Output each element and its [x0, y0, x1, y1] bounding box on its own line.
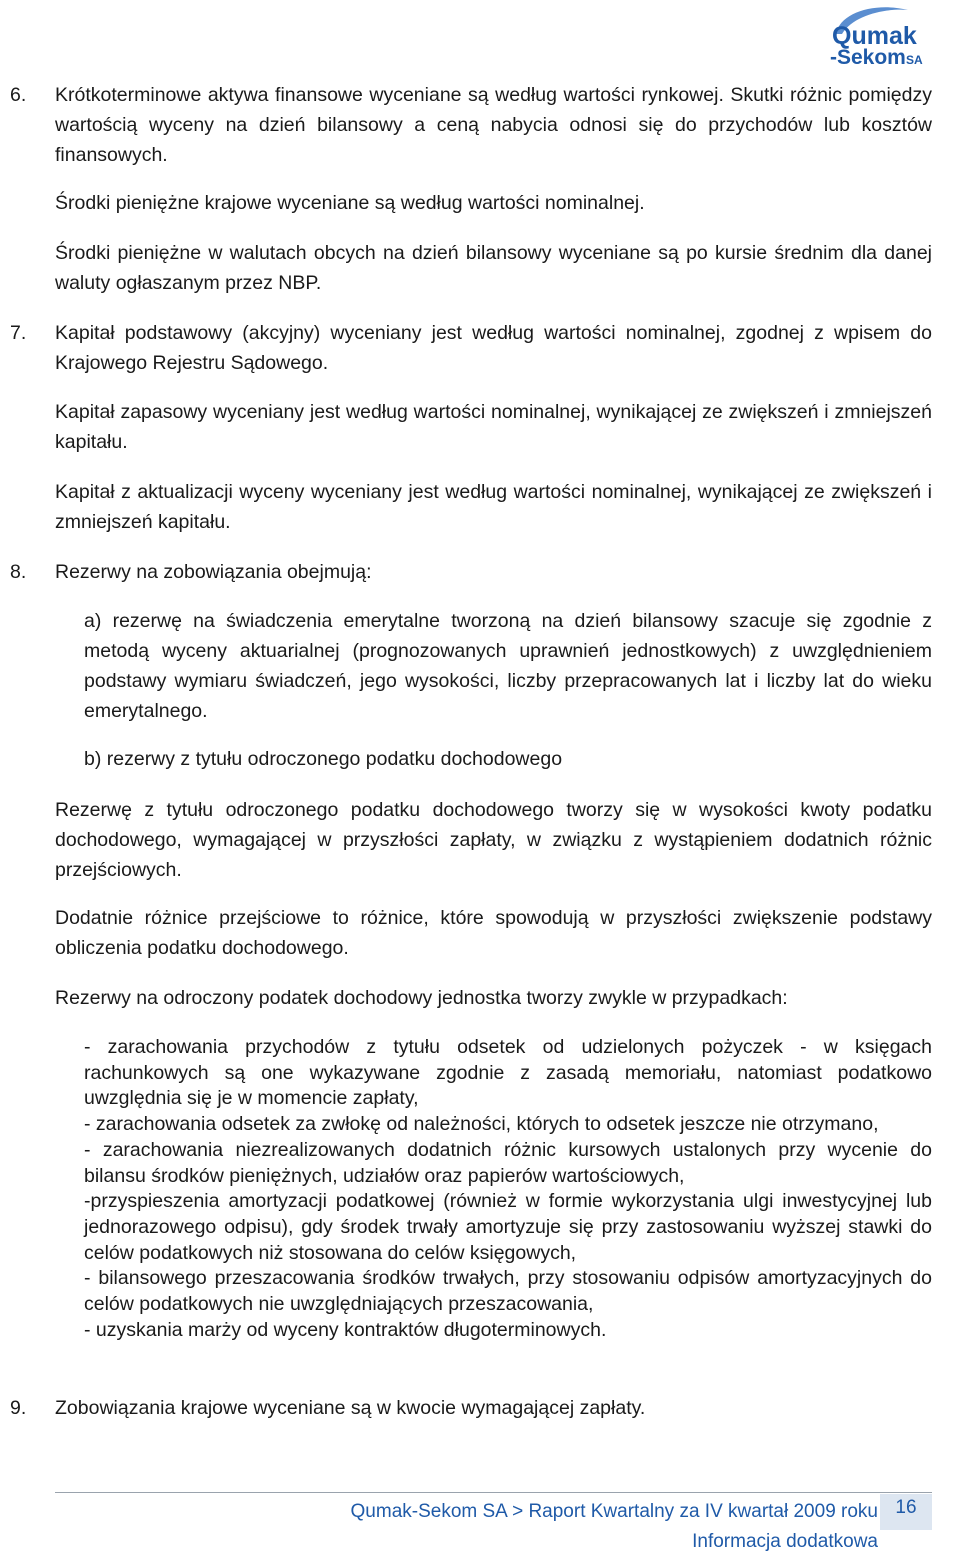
item-number-9: 9.	[10, 1397, 27, 1419]
footer-section-title: Informacja dodatkowa	[692, 1531, 878, 1552]
paragraph-reserve-capital: Kapitał zapasowy wyceniany jest według wartości nominalnej, wynikającej ze zwiększeń i zmniejszeń kapitału.	[55, 401, 932, 453]
list-item: - zarachowania niezrealizowanych dodatnich różnic kursowych ustalonych przy wycenie do bilansu środków pieniężnych, udziałów oraz papierów wartościowych,	[84, 1138, 932, 1187]
footer-text	[351, 1497, 878, 1557]
page-number: 16	[880, 1494, 932, 1530]
paragraph-temporary-differences: Dodatnie różnice przejściowe to różnice, które spowodują w przyszłości zwiększenie podstawy obliczenia podatku dochodowego.	[55, 907, 932, 959]
item-number-6: 6.	[10, 84, 27, 106]
paragraph-domestic-cash: Środki pieniężne krajowe wyceniane są według wartości nominalnej.	[55, 192, 645, 214]
cases-list	[84, 1035, 932, 1343]
paragraph-revaluation-capital: Kapitał z aktualizacji wyceny wyceniany jest według wartości nominalnej, wynikającej ze zwiększeń i zmniejszeń kapitału.	[55, 481, 932, 533]
paragraph-liabilities: Zobowiązania krajowe wyceniane są w kwocie wymagającej zapłaty.	[55, 1397, 646, 1419]
footer-divider	[55, 1492, 932, 1493]
paragraph-deferred-tax-heading: b) rezerwy z tytułu odroczonego podatku dochodowego	[84, 748, 563, 770]
logo-suffix: SA	[906, 53, 923, 67]
item-number-8: 8.	[10, 561, 27, 583]
paragraph-deferred-tax-provision: Rezerwę z tytułu odroczonego podatku dochodowego tworzy się w wysokości kwoty podatku dochodowego, wymagającej w przyszłości zapłaty, w związku z wystąpieniem dodatnich różnic przejściowych.	[55, 799, 932, 881]
list-item: - zarachowania przychodów z tytułu odsetek od udzielonych pożyczek - w księgach rachunkowych są one wykazywane zgodnie z zasadą memoriału, natomiast podatkowo uwzględnia się je w momencie zapłaty,	[84, 1036, 932, 1110]
paragraph-retirement-provision: a) rezerwę na świadczenia emerytalne tworzoną na dzień bilansowy szacuje się zgodnie z metodą wyceny aktuarialnej (prognozowanych uprawnień jednostkowych) z uwzględnieniem podstawy wymiaru świadczeń, jego wysokości, liczby przepracowanych lat i liczby lat do wieku emerytalnego.	[84, 610, 932, 722]
paragraph-share-capital: Kapitał podstawowy (akcyjny) wyceniany jest według wartości nominalnej, zgodnej z wpisem do Krajowego Rejestru Sądowego.	[55, 322, 932, 374]
footer-report-title: Qumak-Sekom SA > Raport Kwartalny za IV kwartał 2009 roku	[350, 1501, 878, 1522]
list-item: - zarachowania odsetek za zwłokę od należności, których to odsetek jeszcze nie otrzymano,	[84, 1113, 879, 1136]
list-item: - bilansowego przeszacowania środków trwałych, przy stosowaniu odpisów amortyzacyjnych do celów podatkowych nie uwzględniających przeszacowania,	[84, 1267, 932, 1316]
paragraph-cases-intro: Rezerwy na odroczony podatek dochodowy jednostka tworzy zwykle w przypadkach:	[55, 987, 788, 1009]
logo-line2: -Sekom	[830, 46, 906, 69]
logo-line1: Qumak	[832, 22, 917, 50]
paragraph-short-term-assets: Krótkoterminowe aktywa finansowe wyceniane są według wartości rynkowej. Skutki różnic pomiędzy wartością wyceny na dzień bilansowy a ceną nabycia odnosi się do przychodów lub kosztów finansowych.	[55, 84, 932, 166]
paragraph-foreign-cash: Środki pieniężne w walutach obcych na dzień bilansowy wyceniane są po kursie średnim dla danej waluty ogłaszanym przez NBP.	[55, 242, 932, 294]
qumak-sekom-logo	[828, 4, 934, 74]
list-item: - uzyskania marży od wyceny kontraktów długoterminowych.	[84, 1318, 607, 1341]
item-number-7: 7.	[10, 322, 27, 344]
paragraph-provisions-heading: Rezerwy na zobowiązania obejmują:	[55, 561, 372, 583]
list-item: -przyspieszenia amortyzacji podatkowej (również w formie wykorzystania ulgi inwestycyjnej lub jednorazowego odpisu), gdy środek trwały amortyzuje się przy zastosowaniu wyższej stawki do celów podatkowych niż stosowana do celów księgowych,	[84, 1190, 932, 1264]
